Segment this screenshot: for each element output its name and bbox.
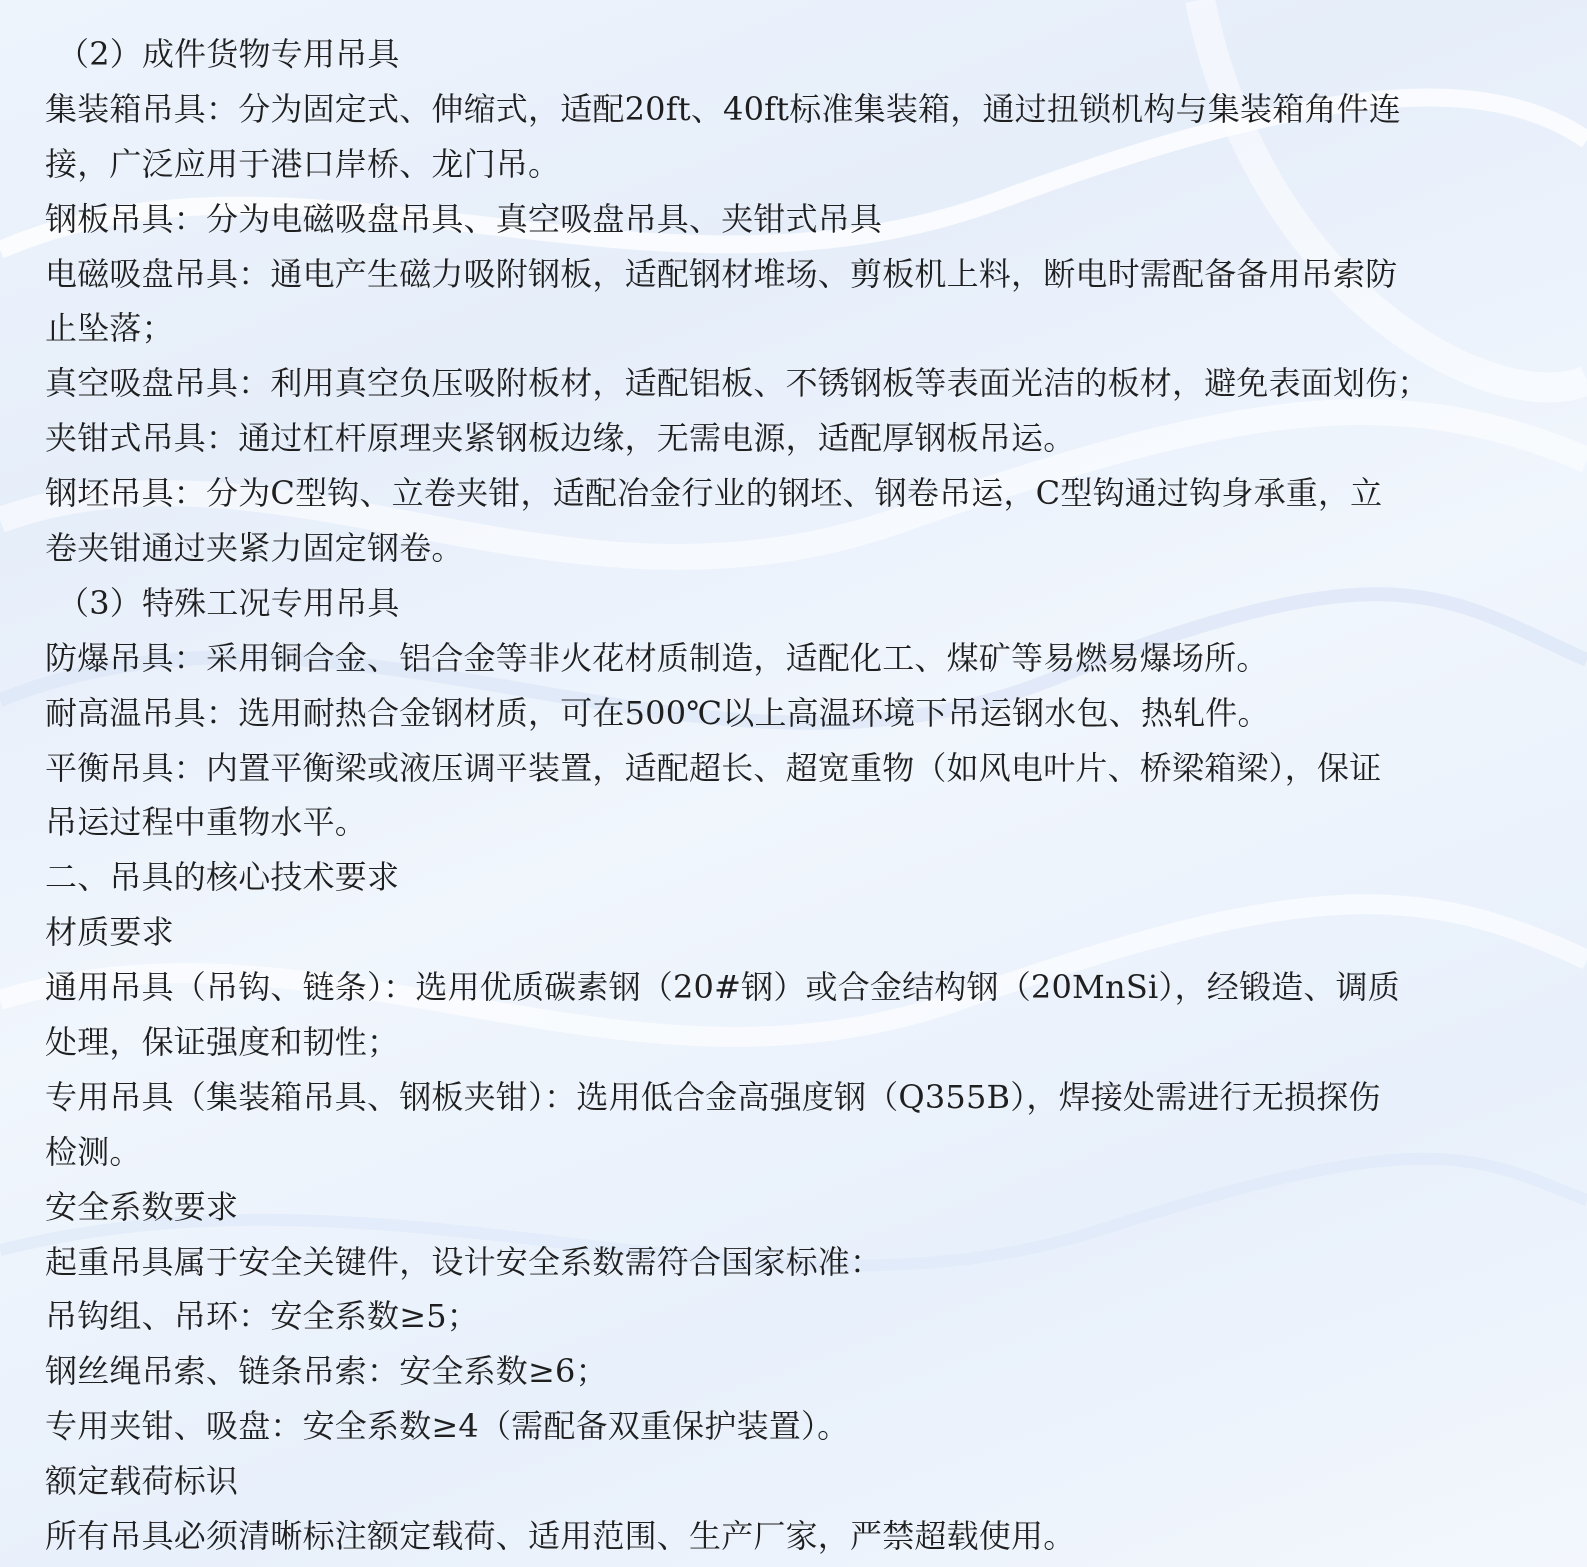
text-line: 所有吊具必须清晰标注额定载荷、适用范围、生产厂家，严禁超载使用。 (45, 1517, 1076, 1556)
text-line: 二、吊具的核心技术要求 (45, 858, 400, 897)
text-line: 安全系数要求 (45, 1187, 239, 1226)
text-line: 吊运过程中重物水平。 (45, 803, 368, 842)
text-line: 检测。 (45, 1132, 142, 1171)
text-line: 电磁吸盘吊具：通电产生磁力吸附钢板，适配钢材堆场、剪板机上料，断电时需配备备用吊索防 (45, 254, 1398, 293)
text-line: 钢坯吊具：分为C型钩、立卷夹钳，适配冶金行业的钢坯、钢卷吊运，C型钩通过钩身承重，立 (45, 474, 1383, 513)
text-line: 专用吊具（集装箱吊具、钢板夹钳）：选用低合金高强度钢（Q355B），焊接处需进行无损探伤 (45, 1077, 1381, 1116)
section-heading: （3）特殊工况专用吊具 (57, 583, 400, 622)
text-line: 集装箱吊具：分为固定式、伸缩式，适配20ft、40ft标准集装箱，通过扭锁机构与集装箱角件连 (45, 89, 1402, 128)
text-line: 平衡吊具：内置平衡梁或液压调平装置，适配超长、超宽重物（如风电叶片、桥梁箱梁），保证 (45, 748, 1382, 787)
text-line: 钢丝绳吊索、链条吊索：安全系数≥6； (45, 1352, 608, 1391)
text-line: 真空吸盘吊具：利用真空负压吸附板材，适配铝板、不锈钢板等表面光洁的板材，避免表面划伤； (45, 364, 1430, 403)
text-line: 通用吊具（吊钩、链条）：选用优质碳素钢（20#钢）或合金结构钢（20MnSi），经锻造、调质 (45, 968, 1400, 1007)
text-line: 耐高温吊具：选用耐热合金钢材质，可在500℃以上高温环境下吊运钢水包、热轧件。 (45, 693, 1270, 732)
text-line: 止坠落； (45, 309, 174, 348)
text-line: 接，广泛应用于港口岸桥、龙门吊。 (45, 144, 561, 183)
text-line: 材质要求 (45, 913, 174, 952)
text-line: 专用夹钳、吸盘：安全系数≥4（需配备双重保护装置）。 (45, 1407, 850, 1446)
text-line: 钢板吊具：分为电磁吸盘吊具、真空吸盘吊具、夹钳式吊具 (45, 199, 883, 238)
text-line: 额定载荷标识 (45, 1462, 239, 1501)
text-line: 处理，保证强度和韧性； (45, 1023, 400, 1062)
text-line: 吊钩组、吊环：安全系数≥5； (45, 1297, 479, 1336)
section-heading: （2）成件货物专用吊具 (57, 35, 400, 73)
text-line: 起重吊具属于安全关键件，设计安全系数需符合国家标准： (45, 1242, 883, 1281)
text-line: 夹钳式吊具：通过杠杆原理夹紧钢板边缘，无需电源，适配厚钢板吊运。 (45, 419, 1076, 458)
text-line: 防爆吊具：采用铜合金、铝合金等非火花材质制造，适配化工、煤矿等易燃易爆场所。 (45, 638, 1269, 677)
text-line: 卷夹钳通过夹紧力固定钢卷。 (45, 529, 464, 568)
